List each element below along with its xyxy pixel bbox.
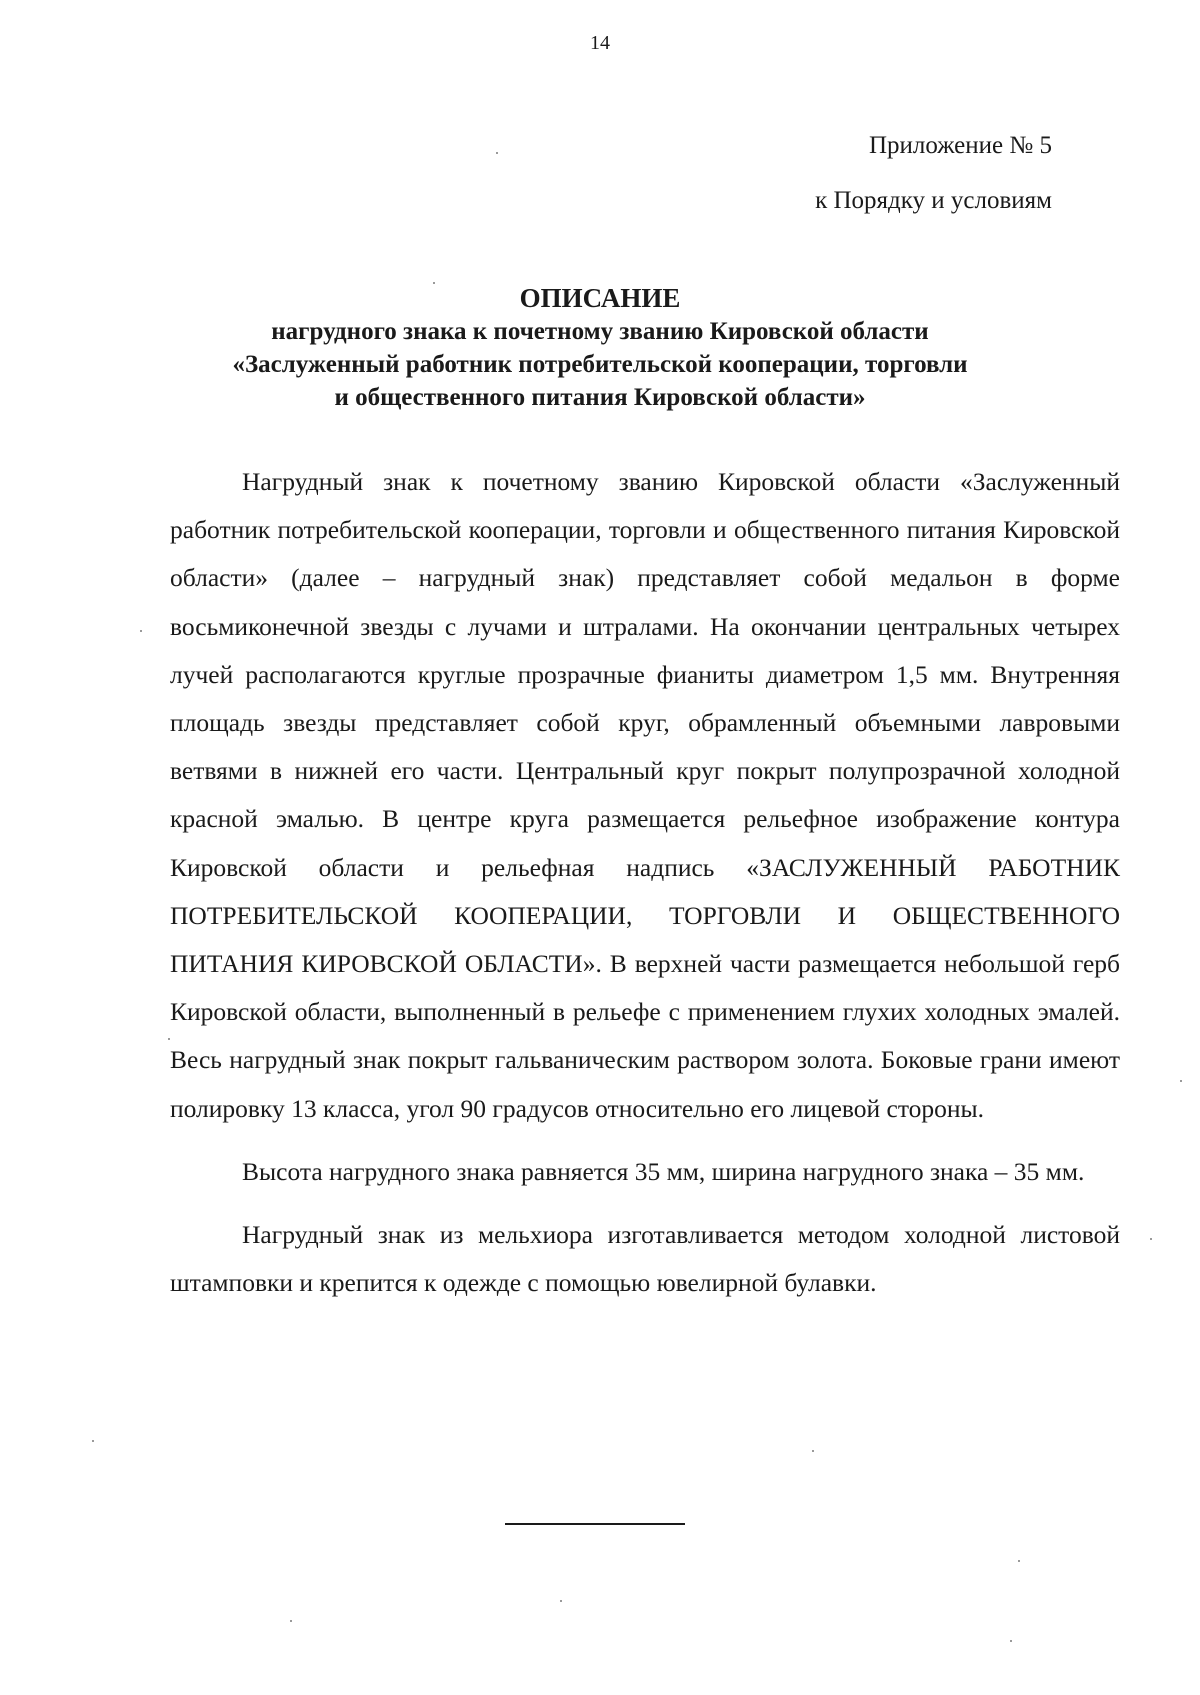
body-paragraph-description: Нагрудный знак к почетному званию Кировской области «Заслуженный работник потребительской кооперации, торговли и общественного питания Кировской области» (далее – нагрудный знак) представляет собой медальон в форме восьмиконечной звезды с лучами и штралами. На окончании центральных четырех лучей располагаются круглые прозрачные фианиты диаметром 1,5 мм. Внутренняя площадь звезды представляет собой круг, обрамленный объемными лавровыми ветвями в нижней его части. Центральный круг покрыт полупрозрачной холодной красной эмалью. В центре круга размещается рельефное изображение контура Кировской области и рельефная надпись «ЗАСЛУЖЕННЫЙ РАБОТНИК ПОТРЕБИТЕЛЬСКОЙ КООПЕРАЦИИ, ТОРГОВЛИ И ОБЩЕСТВЕННОГО ПИТАНИЯ КИРОВСКОЙ ОБЛАСТИ». В верхней части размещается небольшой герб Кировской области, выполненный в рельефе с применением глухих холодных эмалей. Весь нагрудный знак покрыт гальваническим раствором золота. Боковые грани имеют полировку 13 класса, угол 90 градусов относительно его лицевой стороны. xyxy=(170,467,1120,1123)
scan-speck xyxy=(433,282,435,284)
appendix-number: Приложение № 5 xyxy=(868,132,1052,159)
document-body xyxy=(170,458,1120,1322)
body-paragraph-manufacturing: Нагрудный знак из мельхиора изготавливается методом холодной листовой штамповки и крепится к одежде с помощью ювелирной булавки. xyxy=(170,1220,1120,1298)
end-rule xyxy=(505,1523,685,1525)
body-paragraph-dimensions: Высота нагрудного знака равняется 35 мм, ширина нагрудного знака – 35 мм. xyxy=(242,1156,1085,1186)
appendix-reference xyxy=(815,118,1052,228)
scan-speck xyxy=(496,152,498,154)
scan-speck xyxy=(1180,1080,1182,1082)
title-line-1: нагрудного знака к почетному званию Кировской области xyxy=(271,318,929,345)
scan-speck xyxy=(140,630,142,632)
appendix-order-reference: к Порядку и условиям xyxy=(815,187,1052,214)
title-heading: ОПИСАНИЕ xyxy=(519,283,681,313)
scan-speck xyxy=(1010,1640,1012,1642)
title-line-3: и общественного питания Кировской области» xyxy=(334,384,866,411)
scan-speck xyxy=(168,1038,170,1040)
title-line-2: «Заслуженный работник потребительской кооперации, торговли xyxy=(232,351,968,378)
scan-speck xyxy=(290,1620,292,1622)
scan-speck xyxy=(92,1440,94,1442)
scan-speck xyxy=(560,1600,562,1602)
scan-speck xyxy=(1018,1560,1020,1562)
document-title xyxy=(0,282,1200,414)
page-number: 14 xyxy=(590,32,610,54)
scan-speck xyxy=(1150,1238,1152,1240)
scan-speck xyxy=(812,1450,814,1452)
